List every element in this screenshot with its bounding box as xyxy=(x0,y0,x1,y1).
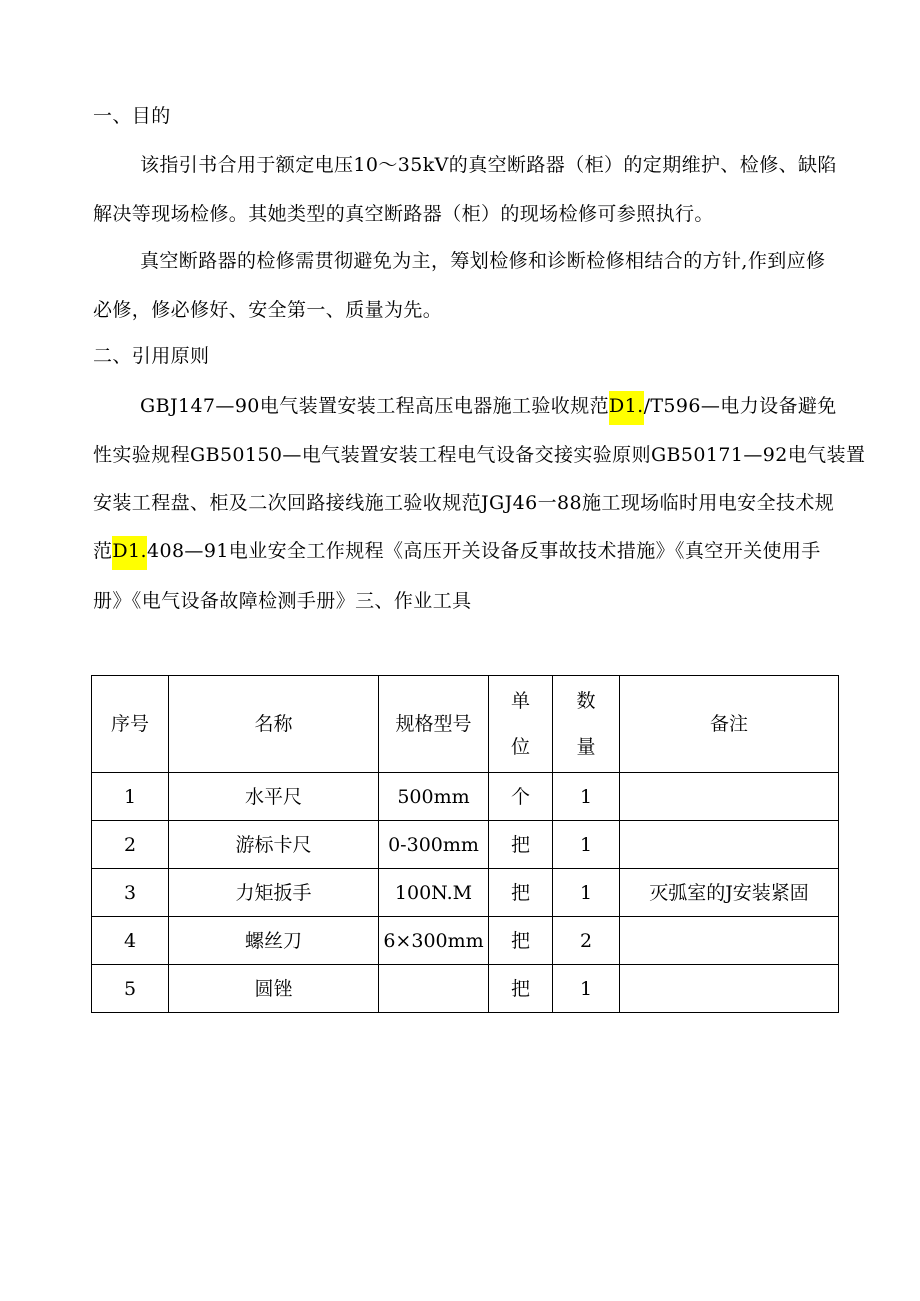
cell-seq: 3 xyxy=(92,869,169,917)
purpose-paragraph-1-line-2: 解决等现场检修。其她类型的真空断路器（柜）的现场检修可参照执行。 xyxy=(93,203,714,225)
cell-name: 水平尺 xyxy=(169,773,379,821)
cell-seq: 4 xyxy=(92,917,169,965)
cell-spec: 0-300mm xyxy=(379,821,489,869)
header-seq: 序号 xyxy=(92,676,169,773)
section-heading-standards: 二、引用原则 xyxy=(93,345,210,367)
standards-line-4-text-b: 408—91电业安全工作规程《高压开关设备反事故技术措施》《真空开关使用手 xyxy=(146,540,821,562)
table-row xyxy=(92,869,839,917)
cell-remark xyxy=(620,821,839,869)
standards-line-3: 安装工程盘、柜及二次回路接线施工验收规范JGJ46一88施工现场临时用电安全技术规 xyxy=(93,492,835,514)
cell-qty: 1 xyxy=(553,773,620,821)
cell-spec: 500mm xyxy=(379,773,489,821)
highlighted-text: D1. xyxy=(609,391,644,425)
table-row xyxy=(92,821,839,869)
standards-line-5: 册》《电气设备故障检测手册》三、作业工具 xyxy=(93,590,472,612)
cell-remark xyxy=(620,965,839,1013)
cell-unit: 个 xyxy=(489,773,553,821)
cell-spec: 6×300mm xyxy=(379,917,489,965)
cell-qty: 1 xyxy=(553,869,620,917)
cell-remark: 灭弧室的J安装紧固 xyxy=(620,869,839,917)
header-spec: 规格型号 xyxy=(379,676,489,773)
table-row xyxy=(92,965,839,1013)
cell-spec xyxy=(379,965,489,1013)
table-row xyxy=(92,917,839,965)
purpose-paragraph-1-line-1: 该指引书合用于额定电压10～35kV的真空断路器（柜）的定期维护、检修、缺陷 xyxy=(140,154,837,176)
header-name: 名称 xyxy=(169,676,379,773)
cell-name: 游标卡尺 xyxy=(169,821,379,869)
header-qty-char-2: 量 xyxy=(576,736,596,758)
header-unit-char-2: 位 xyxy=(510,736,530,758)
table-header-row xyxy=(92,676,839,773)
standards-line-2: 性实验规程GB50150—电气装置安装工程电气设备交接实验原则GB50171—92电气装置 xyxy=(93,444,866,466)
section-heading-purpose: 一、目的 xyxy=(93,105,171,127)
header-unit-char-1: 单 xyxy=(510,690,530,712)
cell-unit: 把 xyxy=(489,821,553,869)
cell-remark xyxy=(620,773,839,821)
cell-seq: 1 xyxy=(92,773,169,821)
cell-qty: 2 xyxy=(553,917,620,965)
cell-name: 圆锉 xyxy=(169,965,379,1013)
cell-unit: 把 xyxy=(489,869,553,917)
cell-seq: 2 xyxy=(92,821,169,869)
cell-name: 螺丝刀 xyxy=(169,917,379,965)
standards-line-1-text-b: /T596—电力设备避免 xyxy=(643,395,837,417)
cell-name: 力矩扳手 xyxy=(169,869,379,917)
header-remark: 备注 xyxy=(620,676,839,773)
tools-table xyxy=(91,675,839,1013)
cell-seq: 5 xyxy=(92,965,169,1013)
purpose-paragraph-2-line-1: 真空断路器的检修需贯彻避免为主，筹划检修和诊断检修相结合的方针,作到应修 xyxy=(140,250,826,272)
highlighted-text: D1. xyxy=(112,536,147,570)
cell-spec: 100N.M xyxy=(379,869,489,917)
table-row xyxy=(92,773,839,821)
header-unit xyxy=(489,676,553,773)
standards-line-1-text-a: GBJ147—90电气装置安装工程高压电器施工验收规范 xyxy=(140,395,609,417)
purpose-paragraph-2-line-2: 必修，修必修好、安全第一、质量为先。 xyxy=(93,299,443,321)
standards-line-4 xyxy=(93,536,821,566)
standards-line-1 xyxy=(140,391,837,421)
cell-unit: 把 xyxy=(489,917,553,965)
cell-qty: 1 xyxy=(553,821,620,869)
cell-unit: 把 xyxy=(489,965,553,1013)
cell-qty: 1 xyxy=(553,965,620,1013)
standards-line-4-text-a: 范 xyxy=(93,540,113,562)
header-qty xyxy=(553,676,620,773)
cell-remark xyxy=(620,917,839,965)
header-qty-char-1: 数 xyxy=(576,690,596,712)
